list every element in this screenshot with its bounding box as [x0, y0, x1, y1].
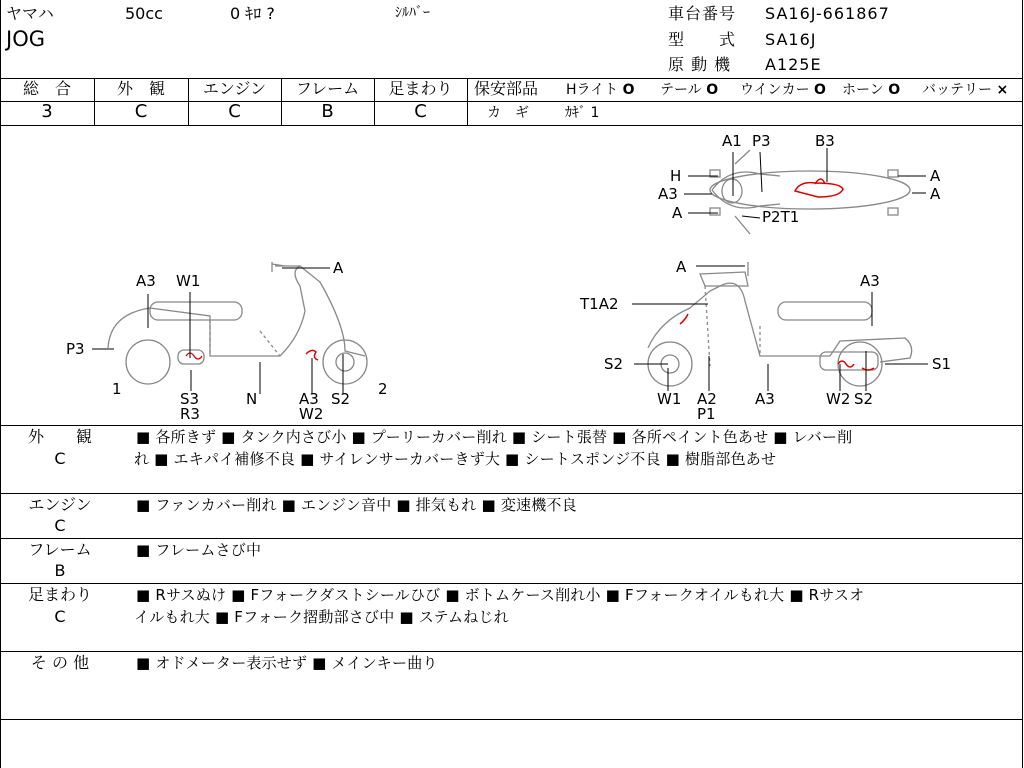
frame-no-label: 車台番号 [668, 4, 737, 23]
grid-line [467, 101, 1023, 102]
frame-score-label: フレーム [295, 79, 360, 98]
horn-mark: O [888, 82, 901, 98]
top-label-p2t1: P2T1 [762, 208, 800, 226]
engine-score: C [228, 101, 241, 122]
right-label-t1a2: T1A2 [580, 295, 619, 313]
safety-label: 保安部品 [474, 79, 539, 98]
right-label-a3: A3 [860, 272, 880, 290]
damage-mark-right [838, 361, 874, 370]
safety-item-tail: テール O [660, 82, 719, 98]
section-other-label: そ の 他 [30, 653, 90, 672]
right-label-p1: P1 [697, 405, 716, 423]
section-frame-label: フレーム [28, 540, 92, 559]
section-suspension-grade: C [54, 607, 66, 626]
top-label-p3: P3 [752, 132, 771, 150]
section-engine-line-1: ■ ファンカバー削れ ■ エンジン音中 ■ 排気もれ ■ 変速機不良 [136, 496, 577, 514]
left-label-s3: S3 [180, 390, 200, 408]
frame-score: B [321, 101, 334, 122]
damage-mark-left-2 [186, 353, 202, 359]
type-value: SA16J [765, 30, 817, 49]
type-label: 型 式 [668, 30, 737, 49]
damage-diagram [0, 126, 1023, 426]
grid-line [467, 78, 468, 125]
overall-score: 3 [41, 101, 53, 122]
exterior-label: 外 観 [116, 79, 165, 98]
scooter-top-view [710, 150, 910, 234]
top-label-a3: A3 [658, 185, 678, 203]
left-label-1: 1 [112, 380, 122, 398]
top-label-a-right-2: A [930, 185, 941, 203]
section-frame-grade: B [54, 561, 66, 580]
engine-label: 原 動 機 [668, 55, 732, 74]
damage-mark-right-2 [680, 314, 688, 324]
right-label-s1: S1 [932, 355, 952, 373]
engine-score-label: エンジン [202, 79, 267, 98]
tail-mark: O [706, 82, 719, 98]
right-label-w1: W1 [657, 390, 682, 408]
safety-item-horn: ホーン O [842, 82, 901, 98]
section-exterior-grade: C [54, 449, 66, 468]
safety-item-winker: ウインカー O [740, 82, 826, 98]
top-label-b3: B3 [815, 132, 835, 150]
maker: ヤマハ [6, 4, 54, 23]
top-label-a-right-1: A [930, 167, 941, 185]
overall-label: 総 合 [22, 79, 71, 98]
safety-item-battery: バッテリー × [922, 82, 1009, 98]
right-label-s2-rear: S2 [854, 390, 874, 408]
mileage: 0 ｷﾛ ? [230, 4, 275, 23]
suspension-score: C [414, 101, 427, 122]
safety-item-headlight: Hライト O [566, 82, 635, 98]
battery-mark: × [996, 82, 1009, 98]
left-label-r3: R3 [180, 405, 200, 423]
grid-line [0, 719, 1023, 720]
section-engine-label: エンジン [28, 495, 92, 514]
right-label-a: A [676, 258, 687, 276]
left-label-s2: S2 [331, 390, 351, 408]
right-label-a2: A2 [697, 390, 717, 408]
section-frame-line-1: ■ フレームさび中 [136, 541, 262, 559]
top-label-a1: A1 [722, 132, 742, 150]
left-label-a: A [333, 259, 344, 277]
left-label-n: N [246, 390, 258, 408]
model-name: JOG [6, 27, 45, 51]
diagram-label-group [66, 132, 951, 423]
section-exterior-line-2: れ ■ エキパイ補修不良 ■ サイレンサーカバーきず大 ■ シートスポンジ不良 ■ 樹脂部色あせ [134, 450, 777, 468]
leader-lines [92, 148, 928, 394]
key-label: カ ギ [487, 105, 529, 121]
exterior-score: C [134, 101, 148, 122]
suspension-score-label: 足まわり [388, 79, 453, 98]
damage-mark-top [795, 179, 843, 197]
top-label-h: H [670, 167, 682, 185]
displacement: 50cc [125, 4, 163, 23]
winker-mark: O [814, 82, 826, 98]
section-other-line-1: ■ オドメーター表示せず ■ メインキー曲り [136, 654, 438, 672]
left-label-a3: A3 [136, 272, 156, 290]
left-label-a3-lower: A3 [299, 390, 319, 408]
left-label-2: 2 [378, 380, 388, 398]
left-label-p3: P3 [66, 340, 85, 358]
section-suspension-line-2: イルもれ大 ■ Fフォーク摺動部さび中 ■ ステムねじれ [134, 608, 509, 626]
section-engine-grade: C [54, 516, 66, 535]
left-label-w1: W1 [176, 272, 201, 290]
right-label-a3-lower: A3 [755, 390, 775, 408]
key-value: ｶｷﾞ 1 [565, 105, 600, 121]
right-label-w2: W2 [826, 390, 851, 408]
left-label-w2: W2 [299, 405, 324, 423]
headlight-mark: O [622, 82, 635, 98]
body-color: ｼﾙﾊﾞｰ [395, 5, 430, 21]
frame-no: SA16J-661867 [765, 4, 890, 23]
section-suspension-line-1: ■ Rサスぬけ ■ Fフォークダストシールひび ■ ボトムケース削れ小 ■ Fフォークオイルもれ大 ■ Rサスオ [136, 586, 865, 604]
section-exterior-label: 外 観 [27, 427, 92, 446]
engine-code: A125E [765, 55, 822, 74]
section-suspension-label: 足まわり [27, 585, 92, 604]
section-exterior-line-1: ■ 各所きず ■ タンク内さび小 ■ プーリーカバー削れ ■ シート張替 ■ 各所ペイント色あせ ■ レバー削 [136, 428, 853, 446]
right-label-s2: S2 [604, 355, 624, 373]
top-label-a: A [672, 204, 683, 222]
